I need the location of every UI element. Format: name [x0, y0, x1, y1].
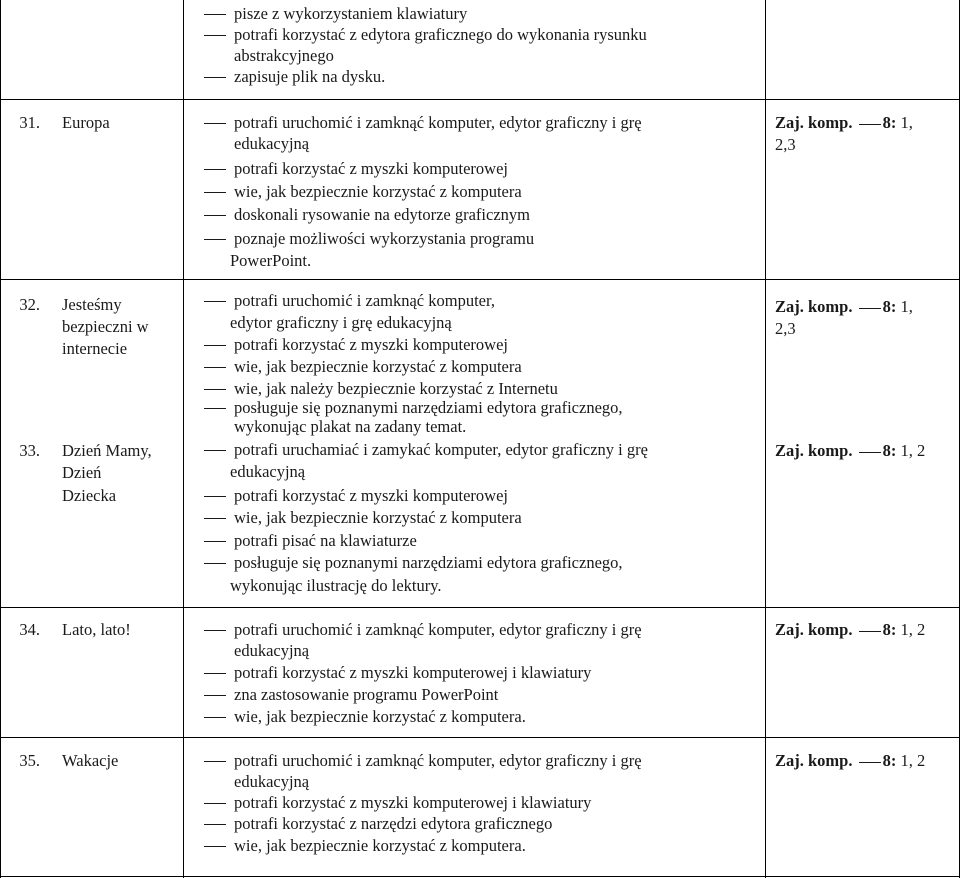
list-item-continuation: edukacyjną: [234, 772, 310, 791]
dash-glyph: [859, 308, 881, 309]
reference-number: 8:: [882, 441, 897, 460]
reference-cell: [775, 619, 925, 641]
list-item: wie, jak bezpiecznie korzystać z komputera: [234, 357, 522, 376]
reference-values-cont: 2,3: [775, 135, 796, 154]
list-item-continuation: abstrakcyjnego: [234, 46, 334, 65]
dash-glyph: [859, 124, 881, 125]
reference-number: 8:: [882, 751, 897, 770]
reference-label: Zaj. komp.: [775, 297, 853, 316]
row-number: 34.: [19, 620, 40, 639]
reference-cell: [775, 750, 925, 772]
table-border-bottom: [0, 876, 960, 877]
reference-number: 8:: [882, 620, 897, 639]
dash-glyph: [859, 452, 881, 453]
row-title: bezpieczni w: [62, 317, 149, 336]
list-item: potrafi korzystać z myszki komputerowej: [234, 486, 508, 505]
reference-values: 1, 2: [900, 751, 926, 770]
list-item: potrafi korzystać z myszki komputerowej: [234, 335, 508, 354]
list-item: potrafi pisać na klawiaturze: [234, 531, 417, 550]
column-divider-1: [183, 0, 184, 878]
list-item-continuation: wykonując plakat na zadany temat.: [234, 417, 467, 436]
list-item: potrafi uruchomić i zamknąć komputer, edytor graficzny i grę: [234, 113, 642, 132]
reference-values: 1,: [900, 297, 913, 316]
reference-cell: [775, 440, 925, 462]
list-item-continuation: wykonując ilustrację do lektury.: [230, 576, 442, 595]
row-title: Dziecka: [62, 486, 117, 505]
row-title: Wakacje: [62, 751, 119, 770]
list-item-continuation: edukacyjną: [230, 462, 306, 481]
list-item: poznaje możliwości wykorzystania programu: [234, 229, 535, 248]
list-item: posługuje się poznanymi narzędziami edytora graficznego,: [234, 398, 623, 417]
list-item: potrafi uruchamiać i zamykać komputer, edytor graficzny i grę: [234, 440, 648, 459]
list-item-continuation: edukacyjną: [234, 641, 310, 660]
row-number: 33.: [19, 441, 40, 460]
list-item: potrafi korzystać z edytora graficznego do wykonania rysunku: [234, 25, 647, 44]
list-item: potrafi korzystać z myszki komputerowej i klawiatury: [234, 793, 592, 812]
list-item: zna zastosowanie programu PowerPoint: [234, 685, 499, 704]
reference-number: 8:: [882, 113, 897, 132]
reference-label: Zaj. komp.: [775, 113, 853, 132]
list-item: potrafi korzystać z narzędzi edytora graficznego: [234, 814, 553, 833]
column-divider-2: [765, 0, 766, 878]
list-item: wie, jak bezpiecznie korzystać z komputera: [234, 508, 522, 527]
reference-label: Zaj. komp.: [775, 751, 853, 770]
row-divider-33: [0, 607, 960, 608]
row-number: 31.: [19, 113, 40, 132]
reference-number: 8:: [882, 297, 897, 316]
dash-glyph: [859, 631, 881, 632]
reference-values: 1, 2: [900, 620, 926, 639]
row-divider-31: [0, 279, 960, 280]
dash-glyph: [859, 762, 881, 763]
reference-cell: [775, 296, 913, 340]
list-item: pisze z wykorzystaniem klawiatury: [234, 4, 468, 23]
list-item: potrafi korzystać z myszki komputerowej: [234, 159, 508, 178]
list-item: wie, jak bezpiecznie korzystać z komputera.: [234, 836, 526, 855]
list-item: potrafi uruchomić i zamknąć komputer,: [234, 291, 495, 310]
row-number: 32.: [19, 295, 40, 314]
row-title: Lato, lato!: [62, 620, 131, 639]
list-item: doskonali rysowanie na edytorze graficznym: [234, 205, 530, 224]
list-item-continuation: edukacyjną: [234, 134, 310, 153]
list-item: potrafi uruchomić i zamknąć komputer, edytor graficzny i grę: [234, 620, 642, 639]
row-divider-top: [0, 99, 960, 100]
row-number: 35.: [19, 751, 40, 770]
reference-values: 1,: [900, 113, 913, 132]
row-title: internecie: [62, 339, 128, 358]
reference-values-cont: 2,3: [775, 319, 796, 338]
list-item: potrafi uruchomić i zamknąć komputer, edytor graficzny i grę: [234, 751, 642, 770]
row-title: Jesteśmy: [62, 295, 122, 314]
list-item-continuation: edytor graficzny i grę edukacyjną: [230, 313, 452, 332]
reference-values: 1, 2: [900, 441, 926, 460]
row-title: Dzień Mamy,: [62, 441, 152, 460]
list-item: zapisuje plik na dysku.: [234, 67, 386, 86]
reference-label: Zaj. komp.: [775, 441, 853, 460]
list-item: wie, jak bezpiecznie korzystać z komputera.: [234, 707, 526, 726]
reference-label: Zaj. komp.: [775, 620, 853, 639]
row-divider-34: [0, 737, 960, 738]
list-item: potrafi korzystać z myszki komputerowej i klawiatury: [234, 663, 592, 682]
list-item: wie, jak należy bezpiecznie korzystać z Internetu: [234, 379, 558, 398]
list-item: wie, jak bezpiecznie korzystać z komputera: [234, 182, 522, 201]
row-title: Dzień: [62, 463, 102, 482]
reference-cell: [775, 112, 913, 156]
list-item: posługuje się poznanymi narzędziami edytora graficznego,: [234, 553, 623, 572]
row-title: Europa: [62, 113, 110, 132]
list-item-continuation: PowerPoint.: [230, 251, 312, 270]
